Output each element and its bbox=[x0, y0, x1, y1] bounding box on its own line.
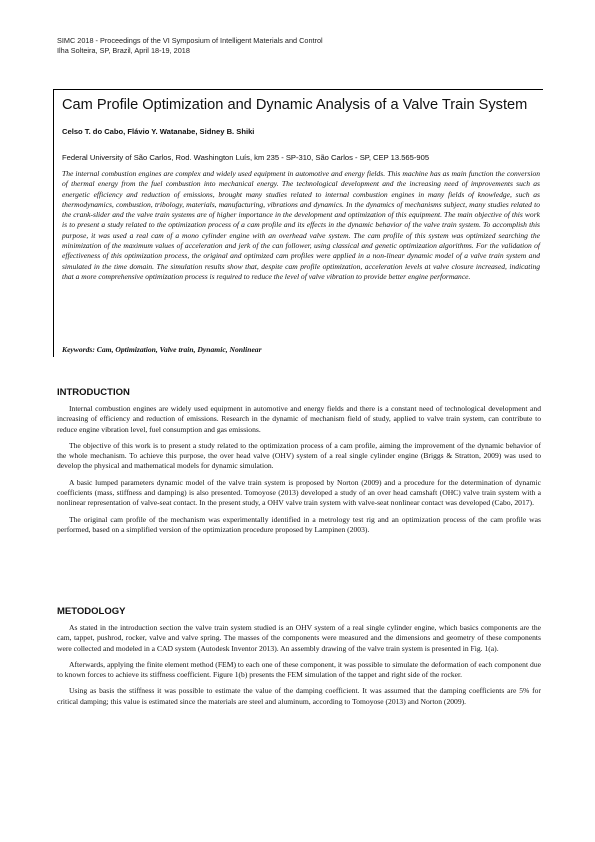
paper-abstract: The internal combustion engines are complex and widely used equipment in automotive and energy fields. This machine has as main function the conversion of thermal energy from the fuel combustion into mechanical energy. The technological development and the increasing need of improvements such as energetic efficiency and reduction of emissions, brought many studies related to internal combustion engines in many fields of knowledge, such as thermodynamics, combustion, tribology, materials, manufacturing, vibrations and dynamics. In the dynamics of mechanisms subject, many studies related to the crank-slider and the valve train systems are of higher importance in the development and optimization of this equipment. The main objective of this work is to present a study related to the optimization process of a cam profile and its effects in the dynamic behavior of the valve train system. To accomplish this purpose, it was used a real cam of a mono cylinder engine with an overhead valve system. The cam profile of this system was optimized searching the minimization of the maximum values of acceleration and jerk of the can follower, using classical and genetic optimization algorithms. For the validation of effectiveness of this optimization process, the original and optimized cam profiles were applied in a non-linear dynamic model of a valve train system and simulated in the time domain. The simulation results show that, despite cam profile optimization, acceleration levels at valve closure increased, indicating that a more comprehensive optimization process is required to reduce the level of valve vibration to provide better engine performance. bbox=[62, 169, 540, 281]
methodology-paragraph: As stated in the introduction section the valve train system studied is an OHV system of a real single cylinder engine, which basics components are the cam, tappet, pushrod, rocker, valve and valve spring. The masses of the components were measured and the dimensions and geometry of these components were collected and modeled in a CAD system (Autodesk Inventor 2013). An assembly drawing of the valve train system is presented in Fig. 1(a). bbox=[57, 623, 541, 653]
paper-keywords: Keywords: Cam, Optimization, Valve train, Dynamic, Nonlinear bbox=[62, 345, 262, 354]
methodology-paragraph: Afterwards, applying the finite element method (FEM) to each one of these component, it was possible to simulate the deformation of each component due to known forces to achieve its stiffness coefficient. Figure 1(b) presents the FEM simulation of the tappet and right side of the rocker. bbox=[57, 659, 541, 680]
introduction-paragraph: Internal combustion engines are widely used equipment in automotive and energy fields and there is a constant need of technological development and increasing of efficiency and reduction of emissions. Research in the dynamic of mechanism field of study, applied to valve train system, can contribute to reduce engine vibration level, fuel consumption and gas emissions. bbox=[57, 404, 541, 434]
introduction-paragraph: A basic lumped parameters dynamic model of the valve train system is proposed by Norton (2009) and a procedure for the determination of dynamic coefficients (mass, stiffness and damping) is also presented. Tomoyose (2013) developed a study of an over head camshaft (OHC) valve train system with a nonlinear representation of valve-seat contact. In the present study, a OHV valve train system with valve-seat nonlinear contact was developed (Cabo, 2017). bbox=[57, 477, 541, 508]
methodology-heading: METODOLOGY bbox=[57, 606, 126, 617]
paper-authors: Celso T. do Cabo, Flávio Y. Watanabe, Sidney B. Shiki bbox=[62, 127, 255, 136]
introduction-paragraph: The original cam profile of the mechanism was experimentally identified in a metrology test rig and an optimization process of the cam profile was performed, based on a simplified version of the optimization procedure proposed by Lampinen (2003). bbox=[57, 514, 541, 534]
paper-title: Cam Profile Optimization and Dynamic Analysis of a Valve Train System bbox=[62, 97, 528, 113]
introduction-paragraph: The objective of this work is to present a study related to the optimization process of a cam profile, aiming the improvement of the dynamic behavior of the whole mechanism. To achieve this purpose, the over head valve (OHV) system of a real single cylinder engine (Briggs & Stratton, 2009) was used to develop the physical and mathematical models for dynamic simulation. bbox=[57, 440, 541, 471]
header-line-1: SIMC 2018 - Proceedings of the VI Symposium of Intelligent Materials and Control bbox=[57, 36, 323, 45]
header-line-2: Ilha Solteira, SP, Brazil, April 18-19, 2018 bbox=[57, 45, 190, 55]
running-header bbox=[57, 36, 323, 55]
methodology-section bbox=[57, 606, 541, 713]
paper-affiliation: Federal University of São Carlos, Rod. Washington Luís, km 235 - SP-310, São Carlos - SP, CEP 13.565-905 bbox=[62, 153, 430, 162]
methodology-paragraph: Using as basis the stiffness it was possible to estimate the value of the damping coefficient. It was assumed that the damping coefficients are 5% for critical damping; this value is estimated since the materials are steel and aluminum, according to Tomoyose (2013) and Norton (2009). bbox=[57, 686, 541, 706]
title-block-left-rule bbox=[53, 89, 54, 357]
title-block-top-rule bbox=[53, 89, 543, 90]
introduction-heading: INTRODUCTION bbox=[57, 387, 130, 398]
introduction-section bbox=[57, 387, 541, 541]
